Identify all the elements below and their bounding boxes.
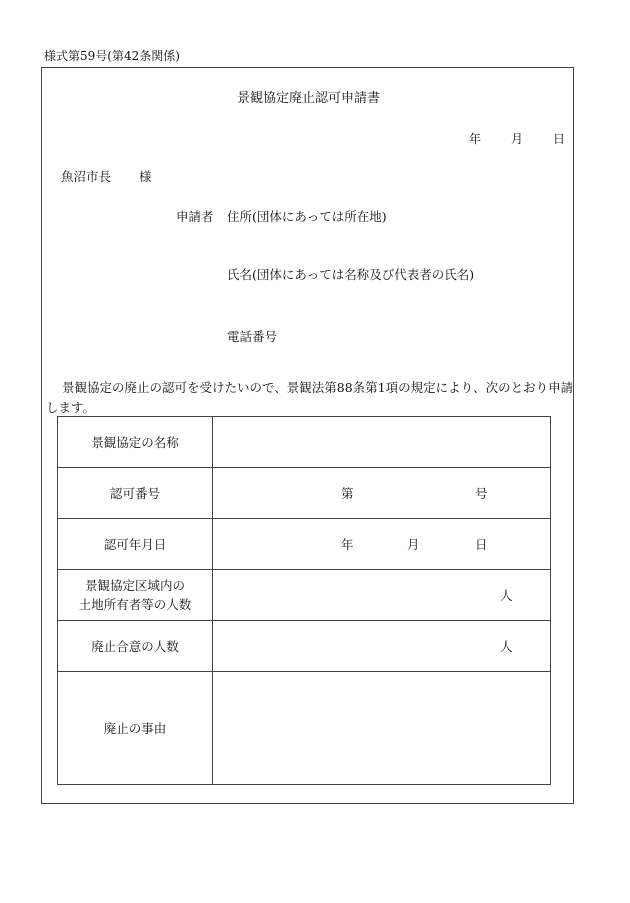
table-row <box>58 672 551 785</box>
reason-label: 廃止の事由 <box>58 672 213 785</box>
landowners-count-label <box>58 570 213 621</box>
landowners-label-line1: 景観協定区域内の <box>84 578 185 593</box>
application-statement: 景観協定の廃止の認可を受けたいので、景観法第88条第1項の規定により、次のとおり申請します。 <box>46 380 574 415</box>
permit-date-month: 月 <box>407 537 420 552</box>
permit-number-field[interactable] <box>213 468 551 519</box>
permit-date-day: 日 <box>475 537 488 552</box>
agreement-name-field[interactable] <box>213 417 551 468</box>
permit-date-year: 年 <box>341 537 354 552</box>
consent-count-label: 廃止合意の人数 <box>58 621 213 672</box>
landowners-count-unit: 人 <box>500 588 513 603</box>
permit-number-suffix: 号 <box>475 486 488 501</box>
table-row <box>58 570 551 621</box>
form-number: 様式第59号(第42条関係) <box>44 49 180 63</box>
landowners-label-line2: 土地所有者等の人数 <box>78 597 192 612</box>
application-form-frame <box>41 67 574 804</box>
consent-count-unit: 人 <box>500 639 513 654</box>
applicant-label: 申請者 <box>176 209 214 224</box>
addressee-name: 魚沼市長 <box>61 169 112 184</box>
date-year: 年 <box>468 132 481 146</box>
addressee-honorific: 様 <box>139 169 152 184</box>
permit-number-label: 認可番号 <box>58 468 213 519</box>
form-title: 景観協定廃止認可申請書 <box>236 91 380 106</box>
table-row <box>58 417 551 468</box>
permit-date-label: 認可年月日 <box>58 519 213 570</box>
permit-date-field[interactable] <box>213 519 551 570</box>
submission-date <box>469 133 565 145</box>
reason-field[interactable] <box>213 672 551 785</box>
agreement-name-label: 景観協定の名称 <box>58 417 213 468</box>
permit-number-prefix: 第 <box>341 486 354 501</box>
table-row <box>58 621 551 672</box>
name-label: 氏名(団体にあっては名称及び代表者の氏名) <box>227 267 475 282</box>
address-label: 住所(団体にあっては所在地) <box>227 209 387 224</box>
phone-label: 電話番号 <box>227 329 278 344</box>
date-day: 日 <box>552 132 565 146</box>
table-row <box>58 519 551 570</box>
table-row <box>58 468 551 519</box>
date-month: 月 <box>510 132 523 146</box>
details-table <box>57 416 551 785</box>
landowners-count-field[interactable] <box>213 570 551 621</box>
consent-count-field[interactable] <box>213 621 551 672</box>
addressee <box>61 171 152 184</box>
